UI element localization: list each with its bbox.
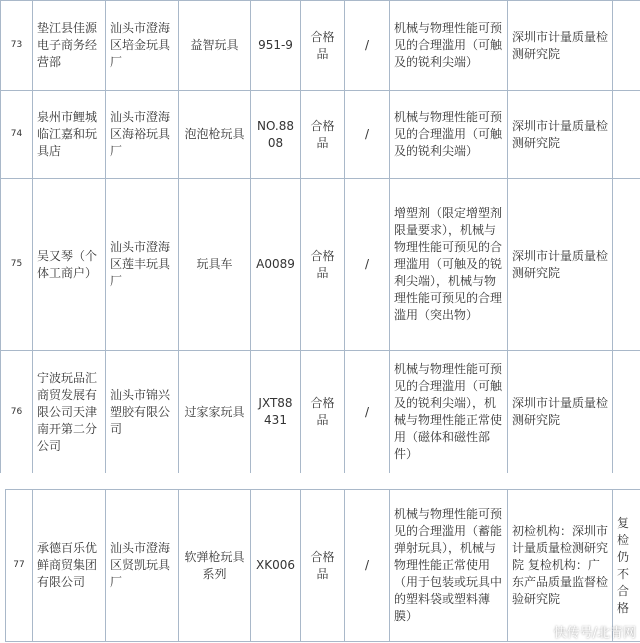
- row-number: 75: [1, 179, 33, 351]
- remark-cell: [613, 1, 640, 91]
- test-items-cell: 机械与物理性能可预见的合理滥用（蓄能弹射玩具），机械与物理性能正常使用（用于包装或玩具中的塑料袋或塑料薄膜）: [390, 490, 508, 642]
- model-cell: XK006: [251, 490, 301, 642]
- row-number: 73: [1, 1, 33, 91]
- agency-cell: 深圳市计量质量检测研究院: [508, 351, 613, 474]
- table-row: [1, 351, 640, 474]
- row-number: 77: [6, 490, 33, 642]
- model-cell: JXT88431: [251, 351, 301, 474]
- product-cell: 益智玩具: [179, 1, 251, 91]
- model-cell: NO.8808: [251, 91, 301, 179]
- seller-cell: 宁波玩品汇商贸发展有限公司天津南开第二分公司: [33, 351, 106, 474]
- seller-cell: 泉州市鲤城临江嘉和玩具店: [33, 91, 106, 179]
- result-cell: 合格品: [301, 1, 345, 91]
- manufacturer-cell: 汕头市澄海区莲丰玩具厂: [106, 179, 179, 351]
- test-items-cell: 机械与物理性能可预见的合理滥用（可触及的锐利尖端）: [390, 91, 508, 179]
- watermark: 快传号/北青网: [553, 626, 636, 641]
- test-items-cell: 机械与物理性能可预见的合理滥用（可触及的锐利尖端）: [390, 1, 508, 91]
- inspection-table-bottom: [5, 489, 640, 642]
- product-cell: 玩具车: [179, 179, 251, 351]
- agency-cell: 深圳市计量质量检测研究院: [508, 91, 613, 179]
- spot-check-cell: /: [345, 179, 390, 351]
- remark-cell: [613, 179, 640, 351]
- remark-cell: [613, 351, 640, 474]
- manufacturer-cell: 汕头市锦兴塑胶有限公司: [106, 351, 179, 474]
- model-cell: 951-9: [251, 1, 301, 91]
- model-cell: A0089: [251, 179, 301, 351]
- page-gap: [0, 473, 640, 489]
- manufacturer-cell: 汕头市澄海区培金玩具厂: [106, 1, 179, 91]
- spot-check-cell: /: [345, 91, 390, 179]
- spot-check-cell: /: [345, 351, 390, 474]
- seller-cell: 吴又琴（个体工商户）: [33, 179, 106, 351]
- manufacturer-cell: 汕头市澄海区海裕玩具厂: [106, 91, 179, 179]
- remark-cell: 复检仍不合格: [613, 490, 640, 642]
- result-cell: 合格品: [301, 490, 345, 642]
- test-items-cell: 机械与物理性能可预见的合理滥用（可触及的锐利尖端），机械与物理性能正常使用（磁体和磁性部件）: [390, 351, 508, 474]
- table-row: [1, 1, 640, 91]
- agency-cell: 初检机构：深圳市计量质量检测研究院 复检机构：广东产品质量监督检验研究院: [508, 490, 613, 642]
- result-cell: 合格品: [301, 91, 345, 179]
- table-row: [1, 91, 640, 179]
- row-number: 74: [1, 91, 33, 179]
- table-row: [6, 490, 640, 642]
- seller-cell: 承德百乐优鲜商贸集团有限公司: [33, 490, 106, 642]
- remark-cell: [613, 91, 640, 179]
- spot-check-cell: /: [345, 1, 390, 91]
- result-cell: 合格品: [301, 179, 345, 351]
- agency-cell: 深圳市计量质量检测研究院: [508, 179, 613, 351]
- seller-cell: 垫江县佳源电子商务经营部: [33, 1, 106, 91]
- manufacturer-cell: 汕头市澄海区贤凯玩具厂: [106, 490, 179, 642]
- table-row: [1, 179, 640, 351]
- product-cell: 软弹枪玩具系列: [179, 490, 251, 642]
- row-number: 76: [1, 351, 33, 474]
- agency-cell: 深圳市计量质量检测研究院: [508, 1, 613, 91]
- product-cell: 泡泡枪玩具: [179, 91, 251, 179]
- spot-check-cell: /: [345, 490, 390, 642]
- result-cell: 合格品: [301, 351, 345, 474]
- product-cell: 过家家玩具: [179, 351, 251, 474]
- test-items-cell: 增塑剂（限定增塑剂限量要求），机械与物理性能可预见的合理滥用（可触及的锐利尖端），机械与物理性能可预见的合理滥用（突出物）: [390, 179, 508, 351]
